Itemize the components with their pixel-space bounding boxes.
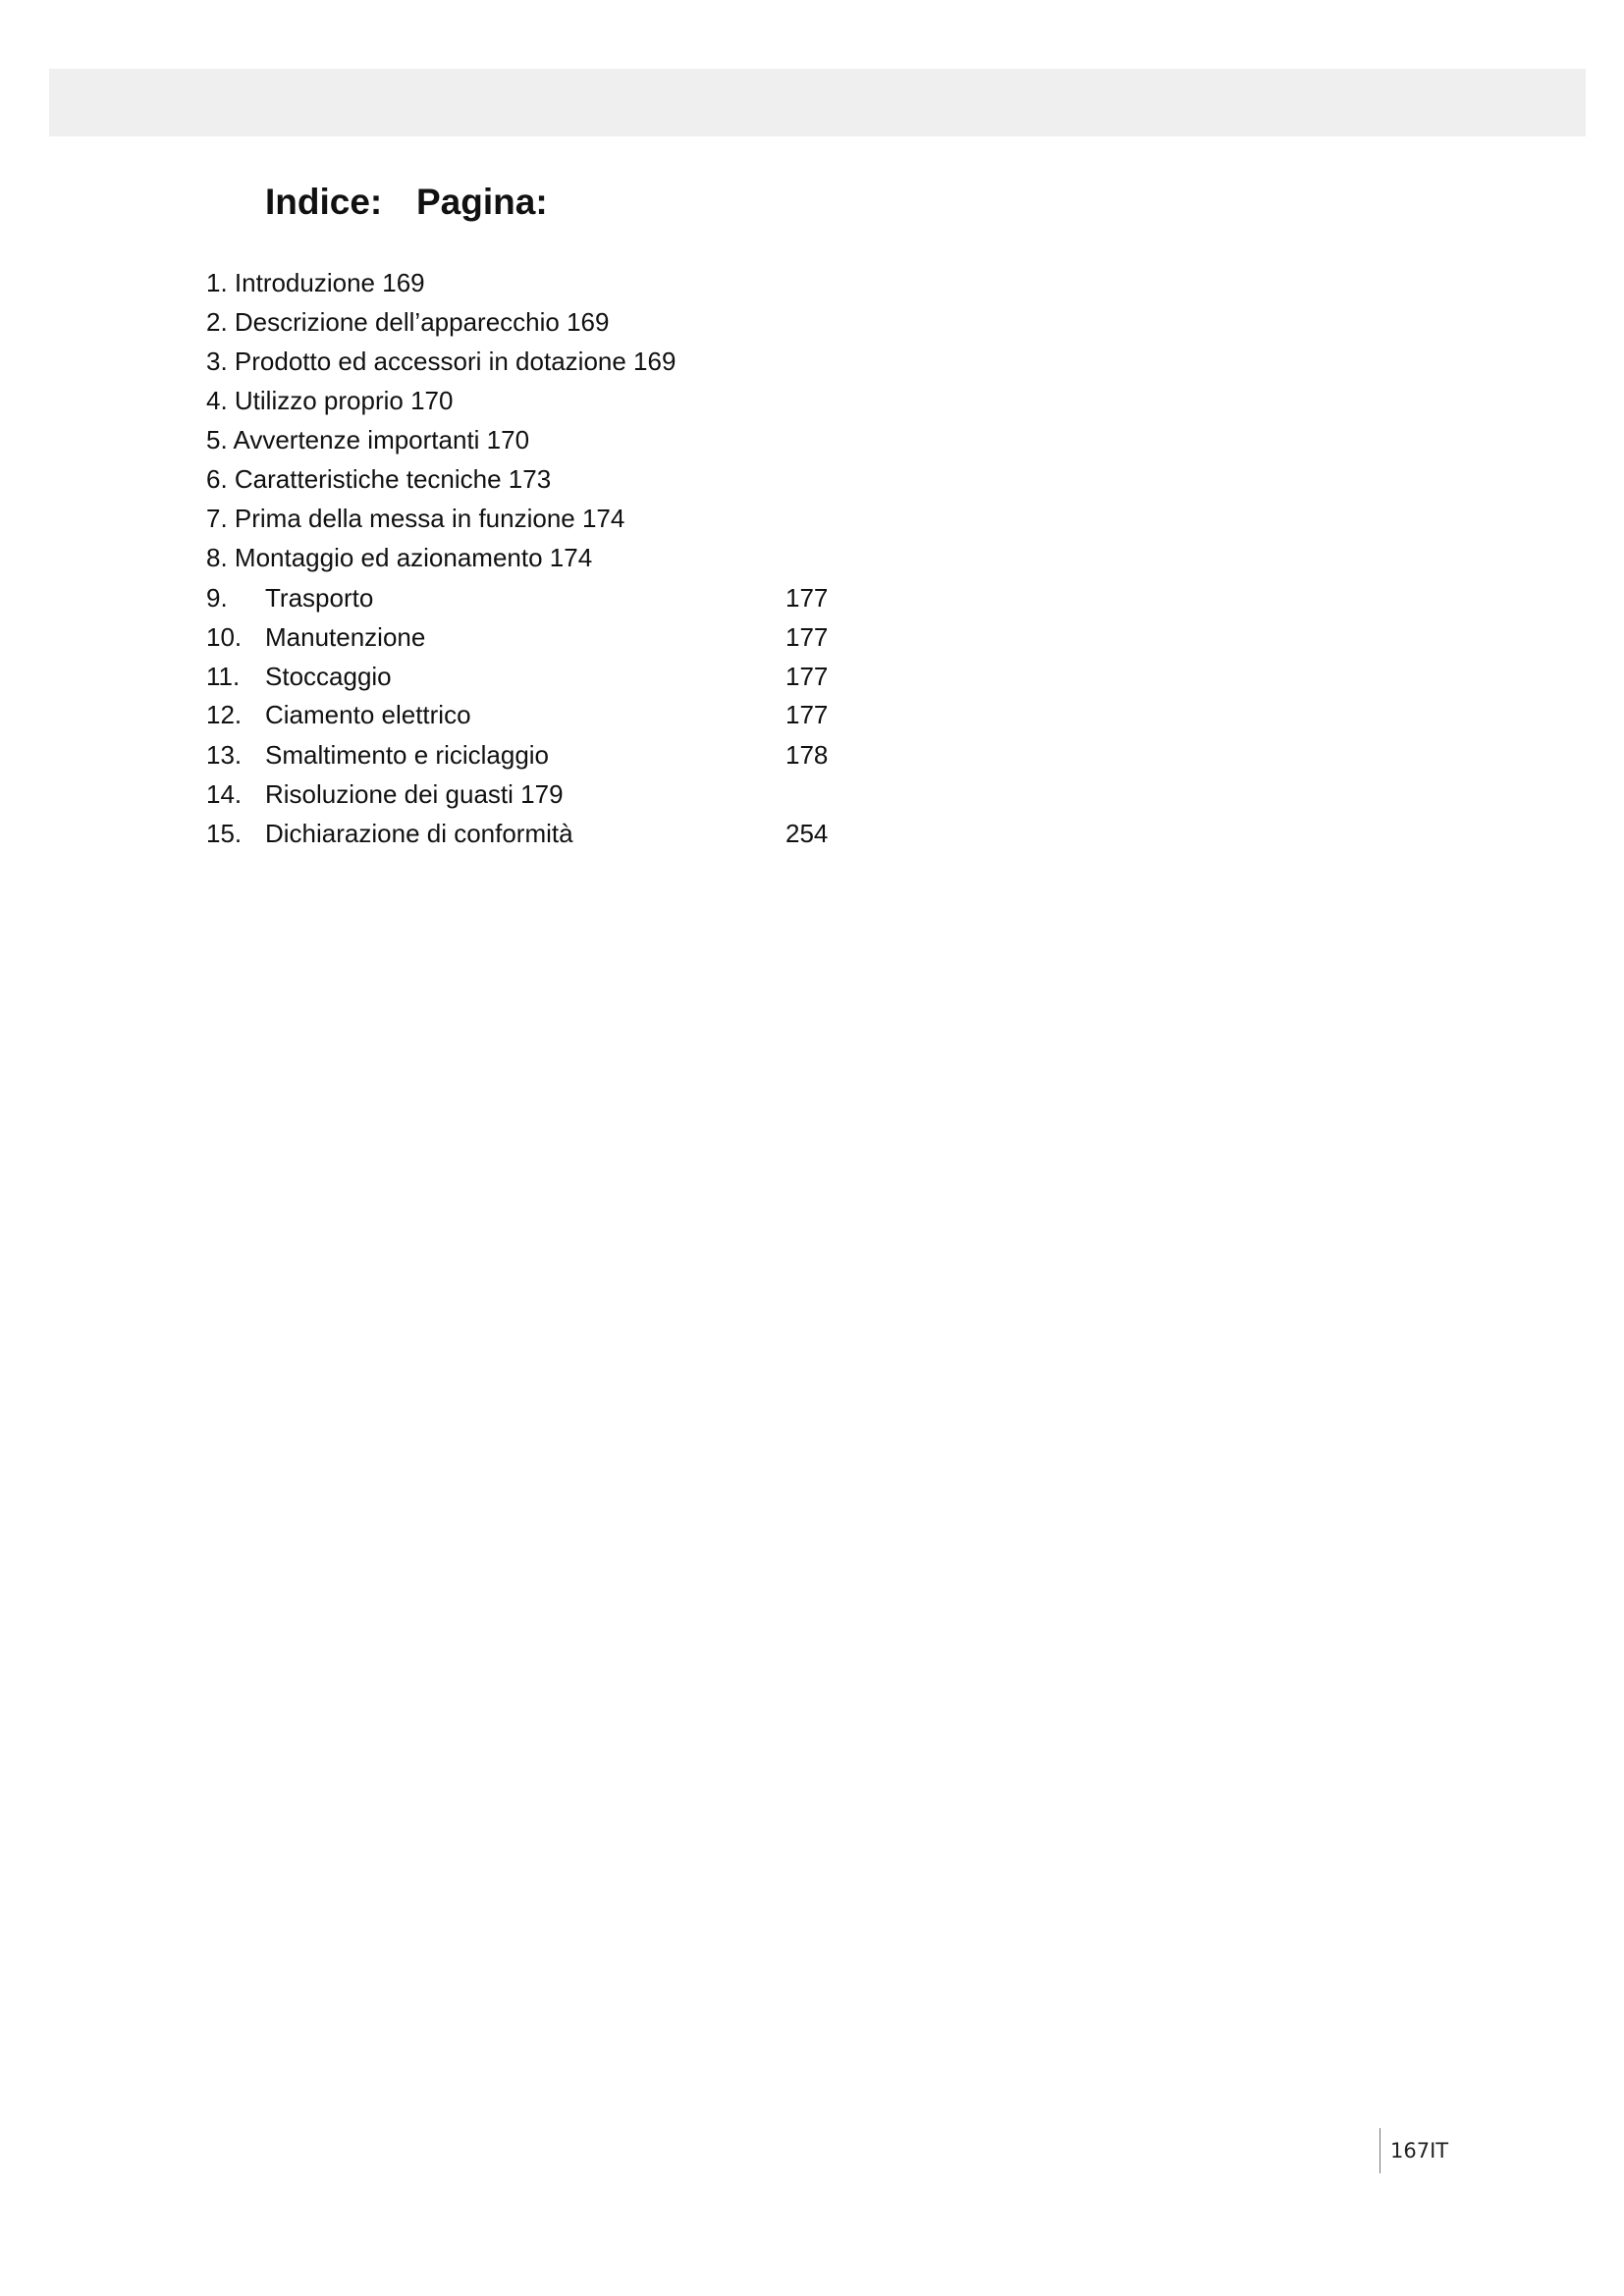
toc-entry <box>0 737 884 773</box>
toc-entry <box>0 619 884 655</box>
toc-entry-text: 8. Montaggio ed azionamento 174 <box>206 543 593 572</box>
toc-entry <box>0 816 884 851</box>
toc-entry-page: 177 <box>785 700 829 729</box>
toc-entry-number: 14. <box>206 779 243 809</box>
toc-entry <box>0 383 884 418</box>
toc-entry-number: 10. <box>206 622 243 652</box>
toc-entry <box>0 501 884 536</box>
toc-entry <box>0 265 884 300</box>
toc-entry-text: 3. Prodotto ed accessori in dotazione 169 <box>206 347 677 376</box>
page-heading: Pagina: <box>416 182 548 222</box>
toc-entry <box>0 776 884 812</box>
toc-entry <box>0 422 884 457</box>
toc-entry <box>0 697 884 732</box>
toc-entry-text: 6. Caratteristiche tecniche 173 <box>206 464 552 494</box>
toc-entry-text: 1. Introduzione 169 <box>206 268 425 297</box>
toc-entry-number: 11. <box>206 662 241 691</box>
toc-entry-number: 15. <box>206 819 243 848</box>
toc-entry <box>0 580 884 615</box>
toc-entry <box>0 304 884 340</box>
toc-entry-text: 4. Utilizzo proprio 170 <box>206 386 454 415</box>
toc-entry-page: 177 <box>785 662 829 691</box>
toc-entry-text: 2. Descrizione dell’apparecchio 169 <box>206 307 610 337</box>
toc-entry-text: 5. Avvertenze importanti 170 <box>206 425 530 454</box>
toc-entry <box>0 344 884 379</box>
toc-entry-title: Manutenzione <box>265 622 426 652</box>
toc-entry-text: 7. Prima della messa in funzione 174 <box>206 504 625 533</box>
toc-entry-title: Ciamento elettrico <box>265 700 471 729</box>
toc-entry-title: Dichiarazione di conformità <box>265 819 573 848</box>
toc-entry-number: 13. <box>206 740 243 770</box>
toc-entry-text: Risoluzione dei guasti 179 <box>265 779 564 809</box>
toc-entry <box>0 659 884 694</box>
toc-entry-page: 177 <box>785 622 829 652</box>
toc-entry-page: 177 <box>785 583 829 613</box>
toc-entry-page: 254 <box>785 819 829 848</box>
toc-entry-number: 12. <box>206 700 243 729</box>
toc-entry <box>0 540 884 575</box>
toc-entry-title: Stoccaggio <box>265 662 392 691</box>
toc-entry-number: 9. <box>206 583 228 613</box>
toc-entry-page: 178 <box>785 740 829 770</box>
toc-entry-title: Trasporto <box>265 583 374 613</box>
toc-entry-title: Smaltimento e riciclaggio <box>265 740 550 770</box>
index-heading: Indice: <box>265 182 383 222</box>
toc-entry <box>0 461 884 497</box>
page-number: 167IT <box>1380 2128 1448 2173</box>
